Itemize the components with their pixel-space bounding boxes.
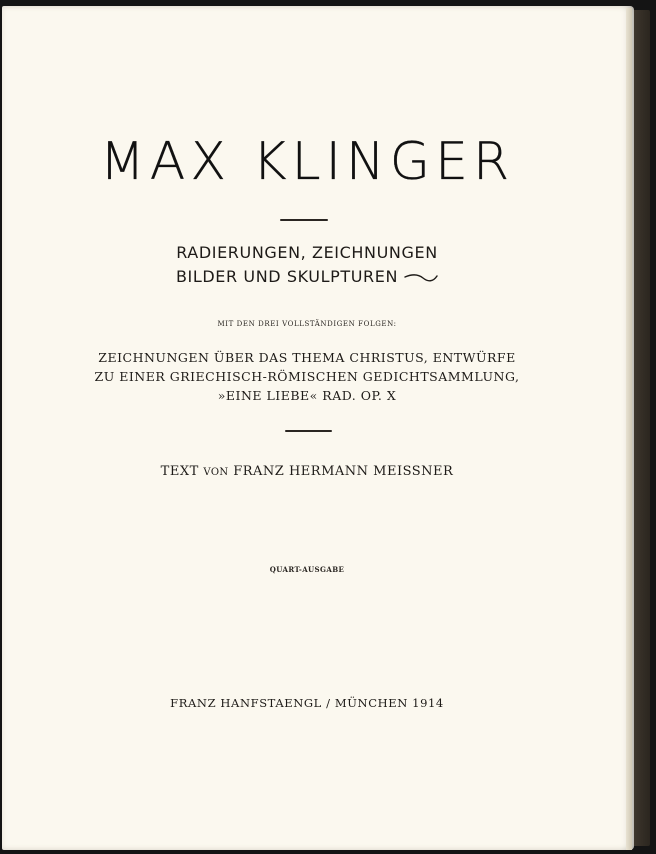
subtitle-line-2-text: BILDER UND SKULPTUREN — [175, 267, 399, 286]
divider-rule — [280, 219, 328, 221]
series-intro: MIT DEN DREI VOLLSTÄNDIGEN FOLGEN: — [217, 320, 397, 328]
series-line-1: ZEICHNUNGEN ÜBER DAS THEMA CHRISTUS, ENTWÜRFE — [98, 350, 516, 365]
edition-label: QUART-AUSGABE — [269, 565, 345, 574]
subtitle-line-1: RADIERUNGEN, ZEICHNUNGEN — [176, 243, 438, 262]
book-title: MAX KLINGER — [99, 132, 515, 192]
author-line — [2, 464, 612, 479]
title-page — [2, 6, 634, 850]
page-edge — [626, 8, 632, 850]
series-line-2: ZU EINER GRIECHISCH-RÖMISCHEN GEDICHTSAMMLUNG, — [94, 369, 520, 384]
author-von: VON — [203, 467, 229, 478]
author-prefix: TEXT — [160, 464, 199, 479]
subtitle-line-2 — [2, 267, 612, 286]
author-name: FRANZ HERMANN MEISSNER — [233, 464, 454, 479]
series-line-3: »EINE LIEBE« RAD. OP. X — [217, 388, 397, 403]
swash-ornament-icon — [404, 273, 438, 283]
divider-rule — [285, 430, 332, 432]
publisher-imprint: FRANZ HANFSTAENGL / MÜNCHEN 1914 — [170, 696, 444, 710]
